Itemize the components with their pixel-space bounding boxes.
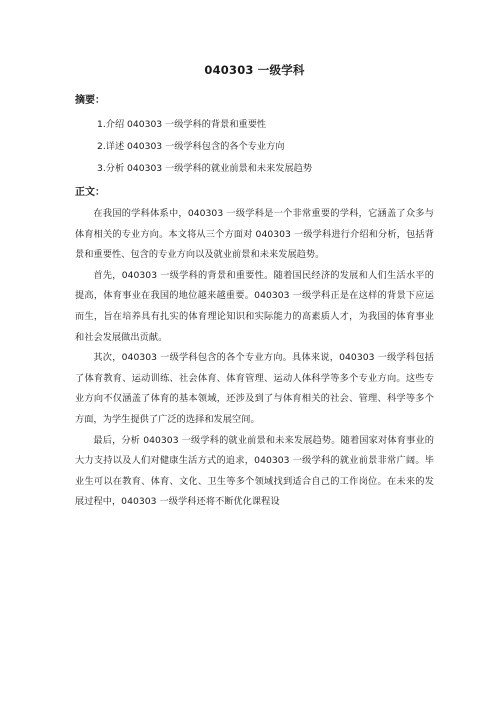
summary-item: 2.详述 040303 一级学科包含的各个专业方向 xyxy=(97,141,285,152)
body-paragraph: 在我国的学科体系中，040303 一级学科是一个非常重要的学科，它涵盖了众多与体育相关的专业方向。本文将从三个方面对 040303 一级学科进行介绍和分析，包括背景和重要性、包含的专业方向以及就业前景和未来发展趋势。 xyxy=(75,208,434,261)
body-paragraph: 首先，040303 一级学科的背景和重要性。随着国民经济的发展和人们生活水平的提高，体育事业在我国的地位越来越重要。040303 一级学科正是在这样的背景下应运而生，旨在培养具有扎实的体育理论知识和实际能力的高素质人才，为我国的体育事业和社会发展做出贡献。 xyxy=(75,269,434,343)
body-label: 正文： xyxy=(75,187,105,198)
summary-item: 3.分析 040303 一级学科的就业前景和未来发展趋势 xyxy=(97,163,313,174)
summary-label: 摘要： xyxy=(75,95,105,106)
body-paragraph: 最后，分析 040303 一级学科的就业前景和未来发展趋势。随着国家对体育事业的大力支持以及人们对健康生活方式的追求，040303 一级学科的就业前景非常广阔。毕业生可以在教育、体育、文化、卫生等多个领域找到适合自己的工作岗位。在未来的发展过程中，040303 一级学科还将不断优化课程设 xyxy=(75,434,434,508)
summary-item: 1.介绍 040303 一级学科的背景和重要性 xyxy=(97,119,267,130)
body-paragraph: 其次，040303 一级学科包含的各个专业方向。具体来说，040303 一级学科包括了体育教育、运动训练、社会体育、体育管理、运动人体科学等多个专业方向。这些专业方向不仅涵盖了体育的基本领域，还涉及到了与体育相关的社会、管理、科学等多个方面，为学生提供了广泛的选择和发展空间。 xyxy=(75,352,434,425)
document-title: 040303 一级学科 xyxy=(204,63,305,77)
